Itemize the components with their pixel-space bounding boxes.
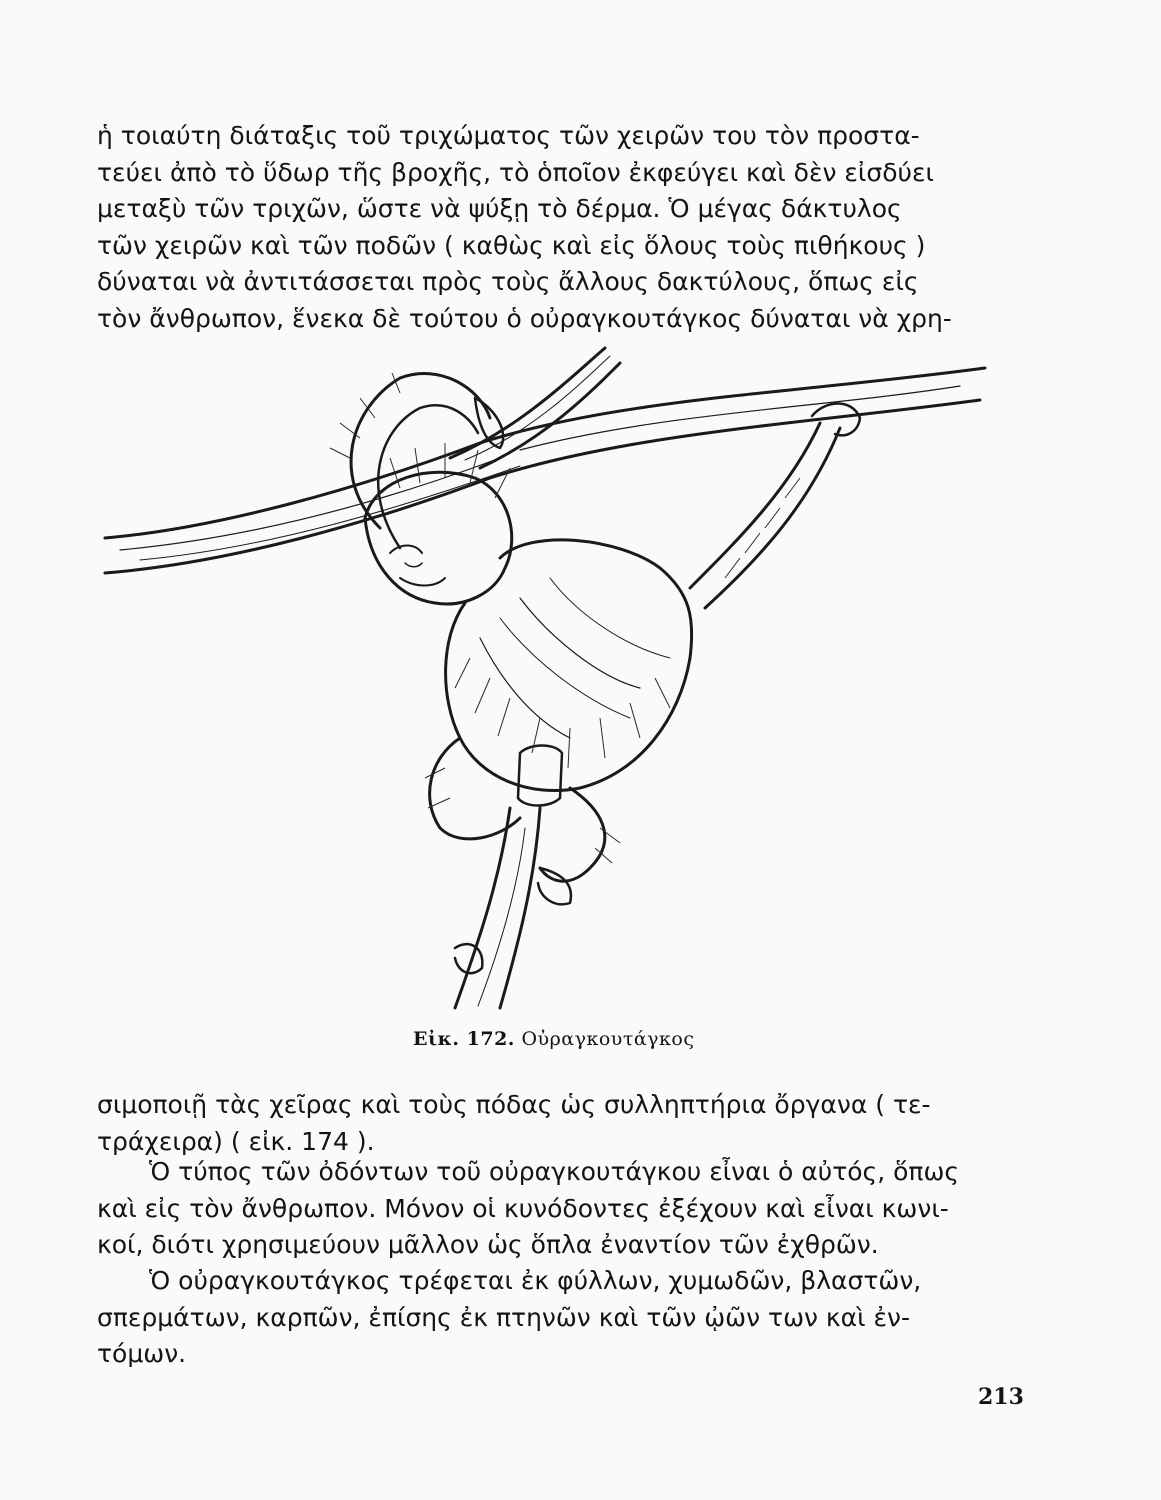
text-line: τῶν χειρῶν καὶ τῶν ποδῶν ( καθὼς καὶ εἰς ὅλους τοὺς πιθήκους ) (97, 230, 926, 260)
figure-caption-label: Εἰκ. 172. (413, 1028, 515, 1050)
paragraph-grasping-organs (97, 1087, 1017, 1160)
text-line: Ὁ οὐραγκουτάγκος τρέφεται ἐκ φύλλων, χυμωδῶν, βλαστῶν, (149, 1266, 922, 1295)
text-line: τράχειρα) ( εἰκ. 174 ). (97, 1126, 375, 1156)
text-line: Ὁ τύπος τῶν ὀδόντων τοῦ οὐραγκουτάγκου εἶναι ὁ αὐτός, ὅπως (149, 1157, 960, 1186)
text-line: τὸν ἄνθρωπον, ἕνεκα δὲ τούτου ὁ οὐραγκουτάγκος δύναται νὰ χρη- (97, 303, 952, 333)
paragraph-hair-and-thumb (97, 118, 1017, 337)
text-line: τεύει ἀπὸ τὸ ὕδωρ τῆς βροχῆς, τὸ ὁποῖον ἐκφεύγει καὶ δὲν εἰσδύει (97, 157, 934, 187)
orangutan-illustration (100, 338, 990, 1018)
text-line: δύναται νὰ ἀντιτάσσεται πρὸς τοὺς ἄλλους δακτύλους, ὅπως εἰς (97, 267, 919, 296)
text-line: σιμοποιῇ τὰς χεῖρας καὶ τοὺς πόδας ὡς συλληπτήρια ὄργανα ( τε- (97, 1090, 931, 1119)
text-line: καὶ εἰς τὸν ἄνθρωπον. Μόνον οἱ κυνόδοντες ἐξέχουν καὶ εἶναι κωνι- (97, 1193, 949, 1223)
text-line: μεταξὺ τῶν τριχῶν, ὥστε νὰ ψύξῃ τὸ δέρμα. Ὁ μέγας δάκτυλος (97, 194, 902, 223)
text-line: κοί, διότι χρησιμεύουν μᾶλλον ὡς ὅπλα ἐναντίον τῶν ἐχθρῶν. (97, 1230, 879, 1259)
text-line: ἡ τοιαύτη διάταξις τοῦ τριχώματος τῶν χειρῶν του τὸν προστα- (97, 121, 920, 150)
text-line: σπερμάτων, καρπῶν, ἐπίσης ἐκ πτηνῶν καὶ τῶν ᾠῶν των καὶ ἐν- (97, 1302, 911, 1332)
paragraph-diet (97, 1263, 1017, 1373)
figure-caption (413, 1028, 694, 1050)
page-number: 213 (978, 1384, 1024, 1410)
text-line: τόμων. (97, 1339, 187, 1368)
paragraph-teeth (97, 1154, 1017, 1264)
figure-caption-text: Οὐραγκουτάγκος (521, 1028, 695, 1050)
